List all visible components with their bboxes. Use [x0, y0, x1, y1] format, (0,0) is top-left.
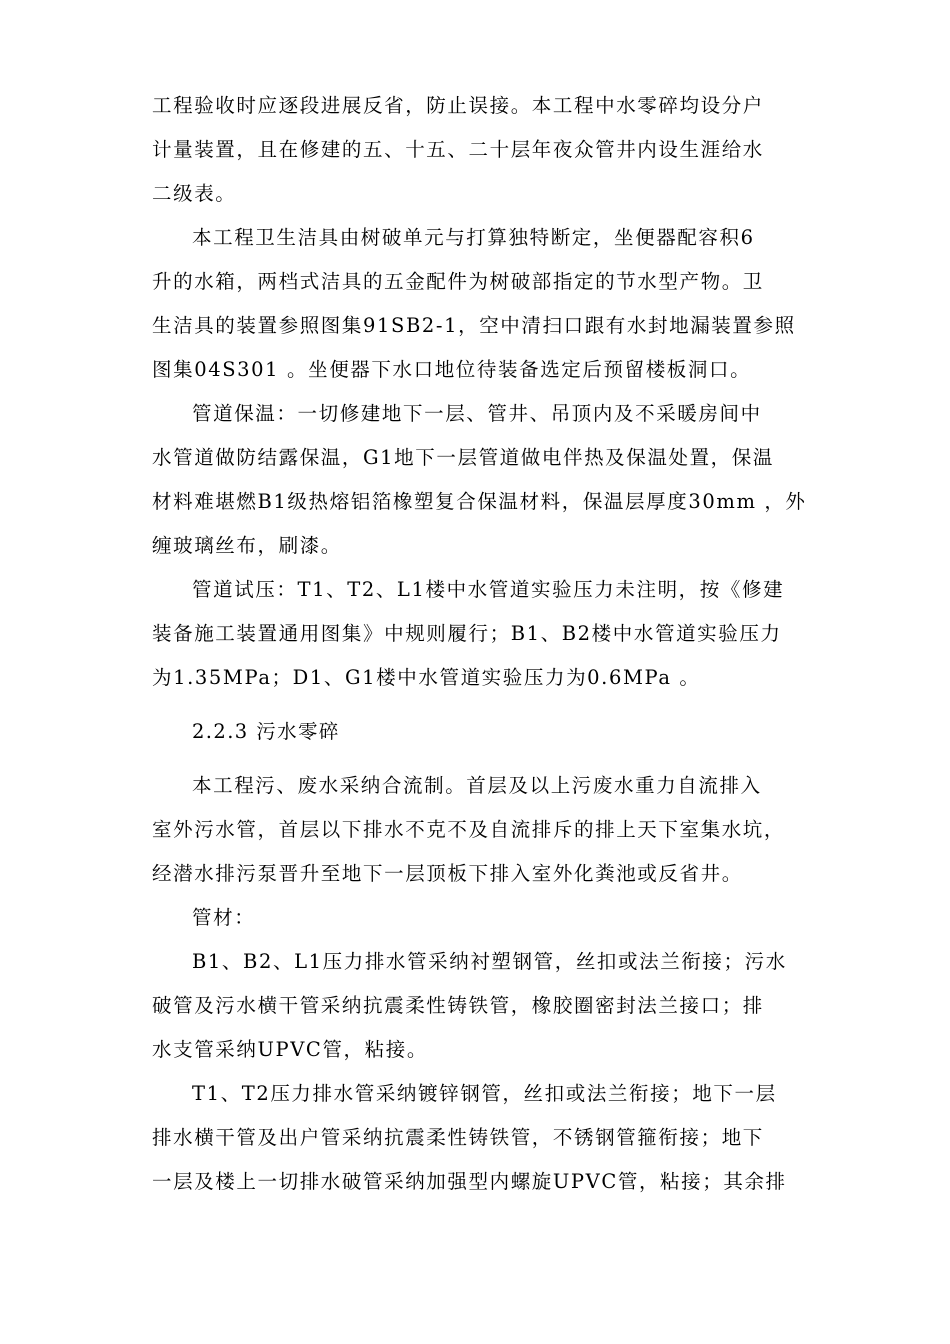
text-line: 缠玻璃丝布，刷漆。	[152, 534, 342, 557]
text-line: 经潜水排污泵晋升至地下一层顶板下排入室外化粪池或反省井。	[152, 862, 743, 885]
text-line: 本工程污、废水采纳合流制。首层及以上污废水重力自流排入	[192, 774, 762, 797]
paragraph-8	[152, 1072, 800, 1204]
text-line: 本工程卫生洁具由树破单元与打算独特断定，坐便器配容积6	[192, 226, 755, 249]
paragraph-6	[152, 896, 800, 940]
text-line: 图集04S301 。坐便器下水口地位待装备选定后预留楼板洞口。	[152, 358, 752, 381]
text-line: 材料难堪燃B1级热熔铝箔橡塑复合保温材料，保温层厚度30mm ，外	[152, 490, 807, 513]
text-line: 生洁具的装置参照图集91SB2-1，空中清扫口跟有水封地漏装置参照	[152, 314, 796, 337]
text-line: 一层及楼上一切排水破管采纳加强型内螺旋UPVC管，粘接；其余排	[152, 1170, 787, 1193]
text-line: 管道保温：一切修建地下一层、管井、吊顶内及不采暖房间中	[192, 402, 762, 425]
text-line: 水管道做防结露保温，G1地下一层管道做电伴热及保温处置，保温	[152, 446, 774, 469]
text-line: 室外污水管，首层以下排水不克不及自流排斥的排上天下室集水坑，	[152, 818, 786, 841]
text-line: 二级表。	[152, 182, 237, 205]
text-line: B1、B2、L1压力排水管采纳衬塑钢管，丝扣或法兰衔接；污水	[192, 950, 787, 973]
text-line: 计量装置，且在修建的五、十五、二十层年夜众管井内设生涯给水	[152, 138, 764, 161]
text-line: 为1.35MPa；D1、G1楼中水管道实验压力为0.6MPa 。	[152, 666, 701, 689]
text-line: 管材：	[192, 906, 256, 929]
section-heading: 2.2.3 污水零碎	[192, 720, 340, 743]
text-line: 排水横干管及出户管采纳抗震柔性铸铁管，不锈钢管箍衔接；地下	[152, 1126, 764, 1149]
paragraph-2	[152, 216, 800, 392]
text-line: 工程验收时应逐段进展反省，防止误接。本工程中水零碎均设分户	[152, 94, 764, 117]
text-line: 装备施工装置通用图集》中规则履行；B1、B2楼中水管道实验压力	[152, 622, 782, 645]
paragraph-7	[152, 940, 800, 1072]
paragraph-5	[152, 764, 800, 896]
text-line: 管道试压：T1、T2、L1楼中水管道实验压力未注明，按《修建	[192, 578, 785, 601]
text-line: 水支管采纳UPVC管，粘接。	[152, 1038, 428, 1061]
paragraph-3	[152, 392, 807, 568]
text-line: T1、T2压力排水管采纳镀锌钢管，丝扣或法兰衔接；地下一层	[192, 1082, 777, 1105]
paragraph-4	[152, 568, 800, 700]
document-page	[152, 84, 807, 1204]
text-line: 升的水箱，两档式洁具的五金配件为树破部指定的节水型产物。卫	[152, 270, 764, 293]
paragraph-1	[152, 84, 800, 216]
text-line: 破管及污水横干管采纳抗震柔性铸铁管，橡胶圈密封法兰接口；排	[152, 994, 764, 1017]
